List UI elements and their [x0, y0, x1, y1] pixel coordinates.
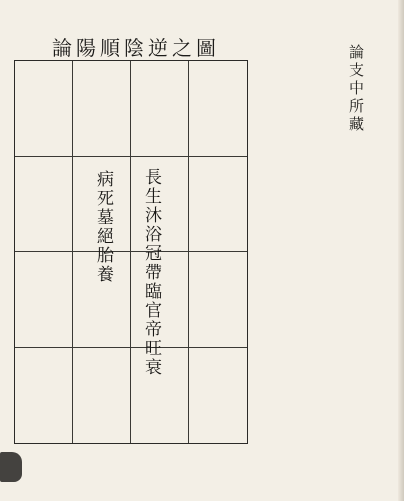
center-column-upper-stages: 長生沐浴冠帶臨官帝旺衰 — [141, 168, 161, 377]
table-cell — [15, 252, 73, 348]
table-cell — [189, 252, 247, 348]
table-cell — [189, 61, 247, 157]
diagram-title: 論陽順陰逆之圖 — [52, 35, 220, 60]
ganzhi-table — [14, 60, 248, 444]
table-cell — [15, 348, 73, 444]
table-cell — [189, 348, 247, 444]
table-cell — [131, 61, 189, 157]
scan-edge — [398, 0, 404, 501]
table-cell — [15, 157, 73, 253]
ink-blot — [0, 452, 22, 482]
table-cell — [15, 61, 73, 157]
table-cell — [73, 61, 131, 157]
center-column-lower-stages: 病死墓絕胎養 — [93, 170, 113, 284]
text-column-1: 論支中所藏 — [347, 44, 365, 134]
table-cell — [73, 348, 131, 444]
table-cell — [189, 157, 247, 253]
